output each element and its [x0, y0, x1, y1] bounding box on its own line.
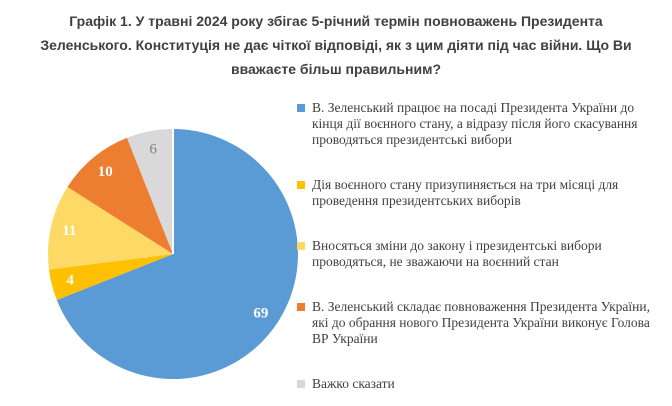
- pie-slice-value-1: 69: [253, 305, 269, 322]
- legend-swatch-icon: [297, 181, 305, 189]
- legend-item-label: Важко сказати: [312, 376, 395, 391]
- legend-item-label: Дія воєнного стану призупиняється на три місяці для проведення президентських виборів: [312, 177, 619, 208]
- legend-swatch-icon: [297, 104, 305, 112]
- legend-swatch-icon: [297, 303, 305, 311]
- legend-item-label: В. Зеленський працює на посаді Президента України до кінця дії воєнного стану, а відразу після його скасування проводяться президентські вибори: [312, 100, 638, 147]
- legend-swatch-icon: [297, 242, 305, 250]
- chart-title: [6, 9, 666, 81]
- legend-swatch-icon: [297, 380, 305, 388]
- chart-title-line-3: вважаєте більш правильним?: [230, 61, 442, 77]
- chart-title-line-1: Графік 1. У травні 2024 року збігає 5-річний термін повноважень Президента: [69, 13, 603, 29]
- legend-item-label: В. Зеленський складає повноваження Президента України, які до обрання нового Президента України виконує Голова ВР України: [312, 299, 650, 346]
- pie-slice-value-5: 6: [149, 141, 157, 158]
- pie-slice-value-2: 4: [66, 272, 74, 289]
- chart-title-line-2: Зеленського. Конституція не дає чіткої відповіді, як з цим діяти під час війни. Що Ви: [40, 37, 632, 53]
- pie-slice-value-3: 11: [62, 222, 77, 239]
- pie-chart: [13, 99, 333, 406]
- legend-item-1: [297, 100, 667, 148]
- legend: [297, 100, 667, 392]
- legend-item-5: [297, 376, 667, 392]
- legend-item-label: Вносяться зміни до закону і президентські вибори проводяться, не зважаючи на воєнний стан: [312, 238, 602, 269]
- legend-item-3: [297, 238, 667, 270]
- legend-item-4: [297, 299, 667, 347]
- legend-item-2: [297, 177, 667, 209]
- pie-slice-value-4: 10: [97, 164, 113, 181]
